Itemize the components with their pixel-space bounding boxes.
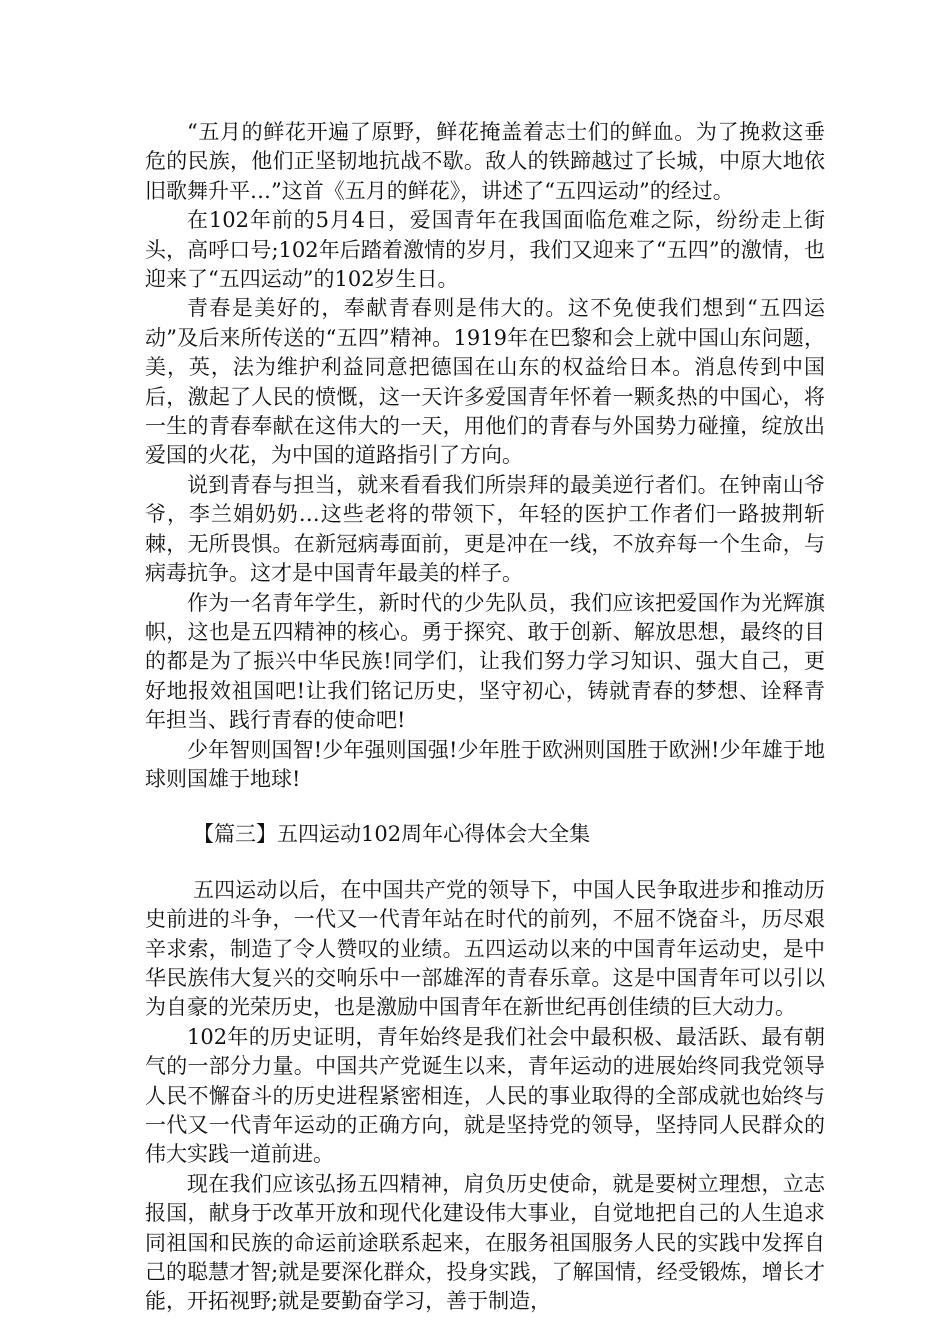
paragraph: 少年智则国智!少年强则国强!少年胜于欧洲则国胜于欧洲!少年雄于地球则国雄于地球! — [145, 737, 825, 791]
paragraph: 五四运动以后，在中国共产党的领导下，中国人民争取进步和推动历史前进的斗争，一代又一代青年站在时代的前列，不屈不饶奋斗，历尽艰辛求索，制造了令人赞叹的业绩。五四运动以来的中国青年运动史，是中华民族伟大复兴的交响乐中一部雄浑的青春乐章。这是中国青年可以引以为自豪的光荣历史，也是激励中国青年在新世纪再创佳绩的巨大动力。 — [145, 877, 825, 1020]
paragraph: 现在我们应该弘扬五四精神，肩负历史使命，就是要树立理想，立志报国，献身于改革开放和现代化建设伟大事业，自觉地把自己的人生追求同祖国和民族的命运前途联系起来，在服务祖国服务人民的实践中发挥自己的聪慧才智;就是要深化群众，投身实践，了解国情，经受锻炼，增长才能，开拓视野;就是要勤奋学习，善于制造， — [145, 1171, 825, 1314]
paragraph: 说到青春与担当，就来看看我们所崇拜的最美逆行者们。在钟南山爷爷，李兰娟奶奶…这些老将的带领下，年轻的医护工作者们一路披荆斩棘，无所畏惧。在新冠病毒面前，更是冲在一线，不放弃每一个生命，与病毒抗争。这才是中国青年最美的样子。 — [145, 472, 825, 586]
document-body — [145, 118, 825, 1317]
paragraph: 在102年前的5月4日，爱国青年在我国面临危难之际，纷纷走上街头，高呼口号;102年后踏着激情的岁月，我们又迎来了“五四”的激情，也迎来了“五四运动”的102岁生日。 — [145, 208, 825, 292]
paragraph: 102年的历史证明，青年始终是我们社会中最积极、最活跃、最有朝气的一部分力量。中国共产党诞生以来，青年运动的进展始终同我党领导人民不懈奋斗的历史进程紧密相连，人民的事业取得的全部成就也始终与一代又一代青年运动的正确方向，就是坚持党的领导，坚持同人民群众的伟大实践一道前进。 — [145, 1024, 825, 1167]
paragraph: “五月的鲜花开遍了原野，鲜花掩盖着志士们的鲜血。为了挽救这垂危的民族，他们正坚韧地抗战不歇。敌人的铁蹄越过了长城，中原大地依旧歌舞升平…”这首《五月的鲜花》，讲述了“五四运动”的经过。 — [145, 120, 825, 203]
paragraph: 作为一名青年学生，新时代的少先队员，我们应该把爱国作为光辉旗帜，这也是五四精神的核心。勇于探究、敢于创新、解放思想，最终的目的都是为了振兴中华民族!同学们，让我们努力学习知识、强大自己，更好地报效祖国吧!让我们铭记历史，坚守初心，铸就青春的梦想、诠释青年担当、践行青春的使命吧! — [145, 590, 825, 733]
section-heading: 【篇三】五四运动102周年心得体会大全集 — [193, 822, 591, 847]
paragraph: 青春是美好的，奉献青春则是伟大的。这不免使我们想到“五四运动”及后来所传送的“五四”精神。1919年在巴黎和会上就中国山东问题，美，英，法为维护利益同意把德国在山东的权益给日本。消息传到中国后，激起了人民的愤慨，这一天许多爱国青年怀着一颗炙热的中国心，将一生的青春奉献在这伟大的一天，用他们的青春与外国势力碰撞，绽放出爱国的火花，为中国的道路指引了方向。 — [145, 296, 825, 468]
